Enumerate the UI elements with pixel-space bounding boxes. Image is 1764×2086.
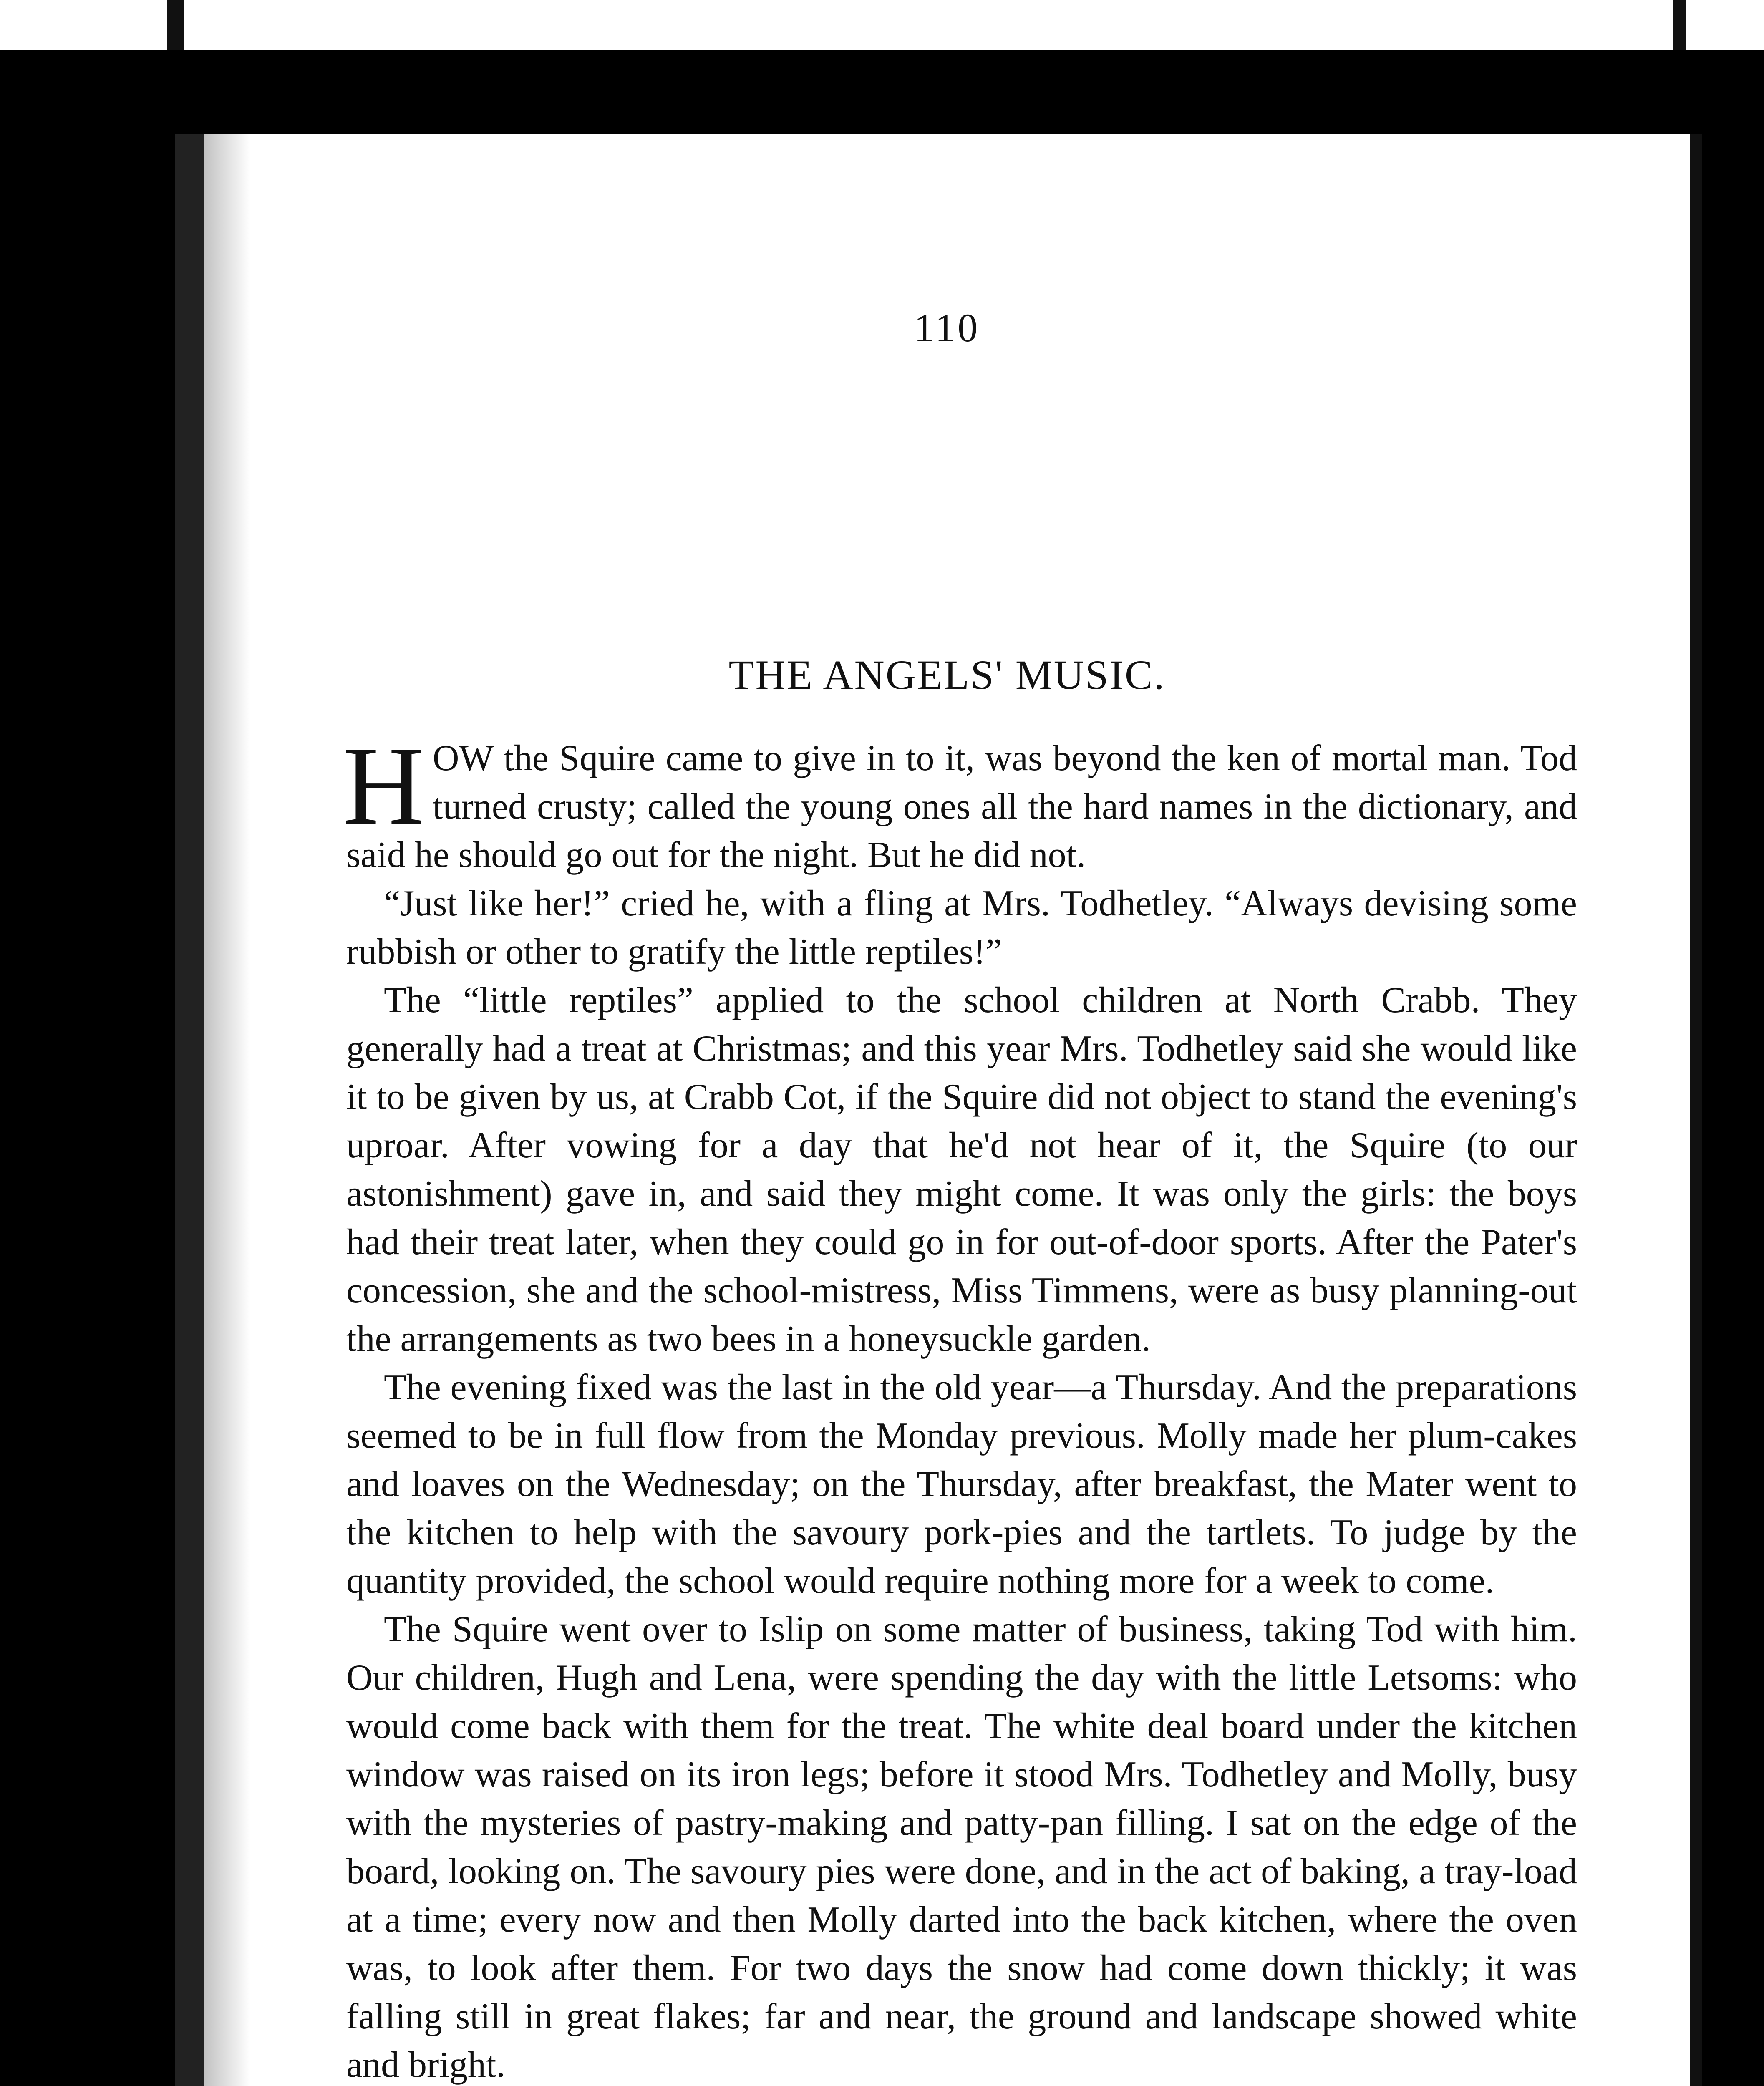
gutter-shadow — [204, 134, 250, 2086]
paragraph-5: The Squire went over to Islip on some matter of business, taking Tod with him. Our children, Hugh and Lena, were spending the day with the little Letsoms: who would come back with them for the treat. The white deal board under the kitchen window was raised on its iron legs; before it stood Mrs. Todhetley and Molly, busy with the mysteries of pastry-making and patty-pan filling. I sat on the edge of the board, looking on. The savoury pies were done, and in the act of baking, a tray-load at a time; every now and then Molly darted into the back kitchen, where the oven was, to look after them. For two days the snow had come down thickly; it was falling still in great flakes; far and near, the ground and landscape showed white and bright. — [346, 1609, 1577, 2085]
strip-edge-left — [167, 0, 184, 50]
chapter-title: THE ANGELS' MUSIC. — [728, 652, 1166, 698]
paragraph-2: “Just like her!” cried he, with a fling at Mrs. Todhetley. “Always devising some rubbish or other to gratify the little reptiles!” — [346, 883, 1577, 972]
paragraph-1-text: OW the Squire came to give in to it, was beyond the ken of mortal man. Tod turned crusty; called the young ones all the hard names in the dictionary, and said he should go out for the night. But he did not. — [346, 738, 1577, 875]
page-number: 110 — [914, 305, 980, 350]
drop-cap: H — [343, 723, 424, 848]
body-text — [343, 723, 1577, 2086]
previous-page-strip — [0, 0, 1764, 50]
strip-edge-right — [1673, 0, 1686, 50]
paragraph-3: The “little reptiles” applied to the school children at North Crabb. They generally had a treat at Christmas; and this year Mrs. Todhetley said she would like it to be given by us, at Crabb Cot, if the Squire did not object to stand the evening's uproar. After vowing for a day that he'd not hear of it, the Squire (to our astonishment) gave in, and said they might come. It was only the girls: the boys had their treat later, when they could go in for out-of-door sports. After the Pater's concession, she and the school-mistress, Miss Timmens, were as busy planning-out the arrangements as two bees in a honeysuckle garden. — [346, 980, 1577, 1359]
paragraph-4: The evening fixed was the last in the old year—a Thursday. And the preparations seemed to be in full flow from the Monday previous. Molly made her plum-cakes and loaves on the Wednesday; on the Thursday, after breakfast, the Mater went to the kitchen to help with the savoury pork-pies and the tartlets. To judge by the quantity provided, the school would require nothing more for a week to come. — [346, 1367, 1577, 1601]
paragraph-1 — [343, 723, 1577, 879]
book-page — [175, 134, 1702, 2086]
